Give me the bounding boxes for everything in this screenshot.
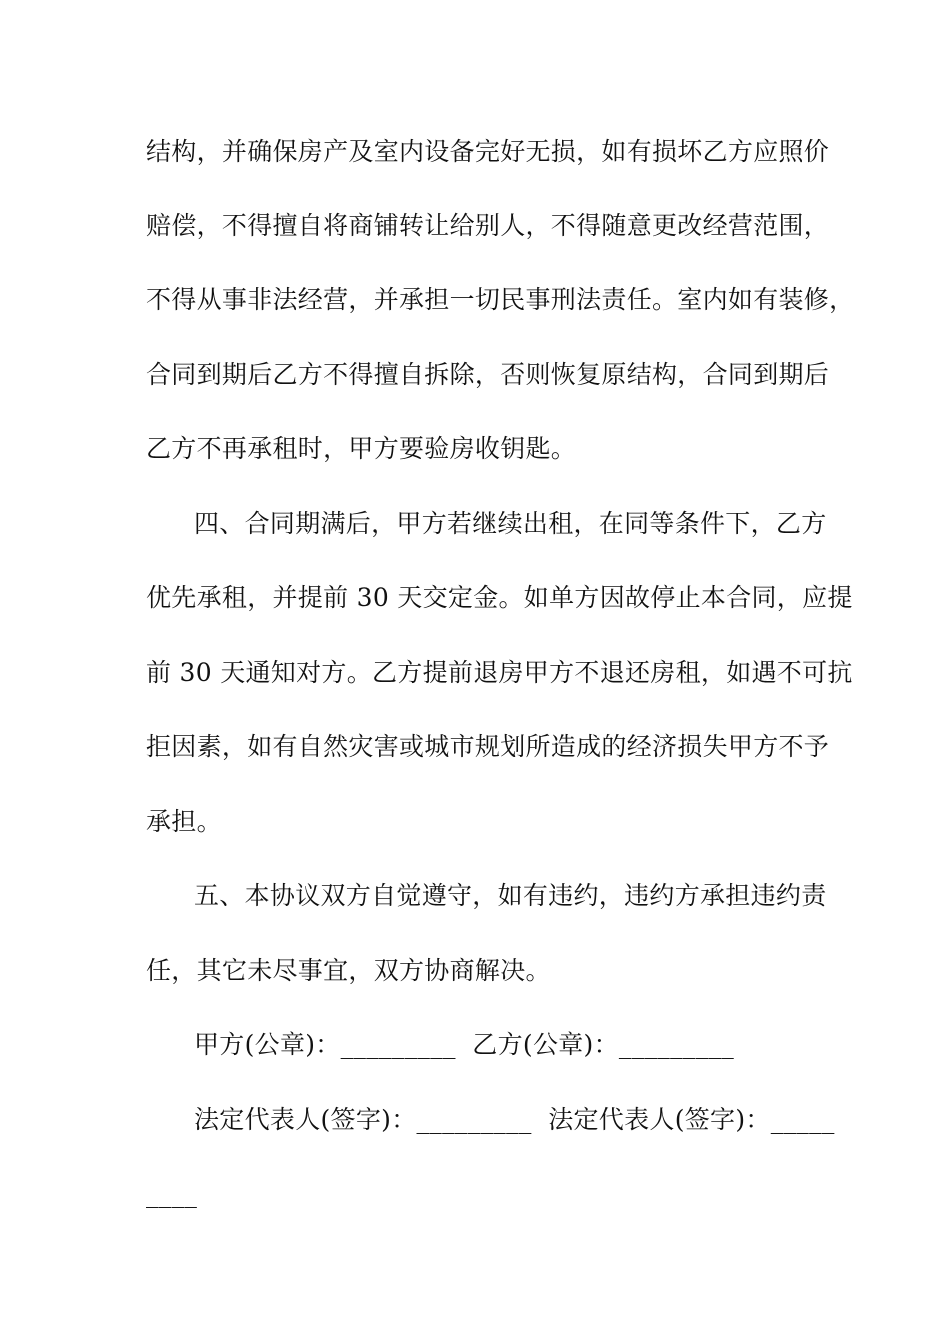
paragraph-line: 优先承租，并提前 30 天交定金。如单方因故停止本合同，应提 [146, 583, 853, 612]
paragraph-line: 合同到期后乙方不得擅自拆除，否则恢复原结构，合同到期后 [146, 360, 830, 389]
paragraph-line: 乙方不再承租时，甲方要验房收钥匙。 [146, 434, 577, 463]
signature-underline-wrap: ____ [146, 1179, 198, 1208]
paragraph-line: 拒因素，如有自然灾害或城市规划所造成的经济损失甲方不予 [146, 732, 830, 761]
paragraph-line: 五、本协议双方自觉遵守，如有违约，违约方承担违约责 [194, 881, 827, 910]
paragraph-line: 结构，并确保房产及室内设备完好无损，如有损坏乙方应照价 [146, 137, 830, 166]
paragraph-line: 承担。 [146, 807, 222, 836]
representative-signature-line: 法定代表人(签字)：_________ 法定代表人(签字)：_____ [194, 1105, 835, 1134]
paragraph-line: 四、合同期满后，甲方若继续出租，在同等条件下，乙方 [194, 509, 827, 538]
paragraph-line: 不得从事非法经营，并承担一切民事刑法责任。室内如有装修， [146, 285, 855, 314]
paragraph-line: 前 30 天通知对方。乙方提前退房甲方不退还房租，如遇不可抗 [146, 658, 853, 687]
paragraph-line: 任，其它未尽事宜，双方协商解决。 [146, 956, 551, 985]
seal-signature-line: 甲方(公章)：_________ 乙方(公章)：_________ [194, 1030, 735, 1059]
paragraph-line: 赔偿，不得擅自将商铺转让给别人，不得随意更改经营范围， [146, 211, 830, 240]
